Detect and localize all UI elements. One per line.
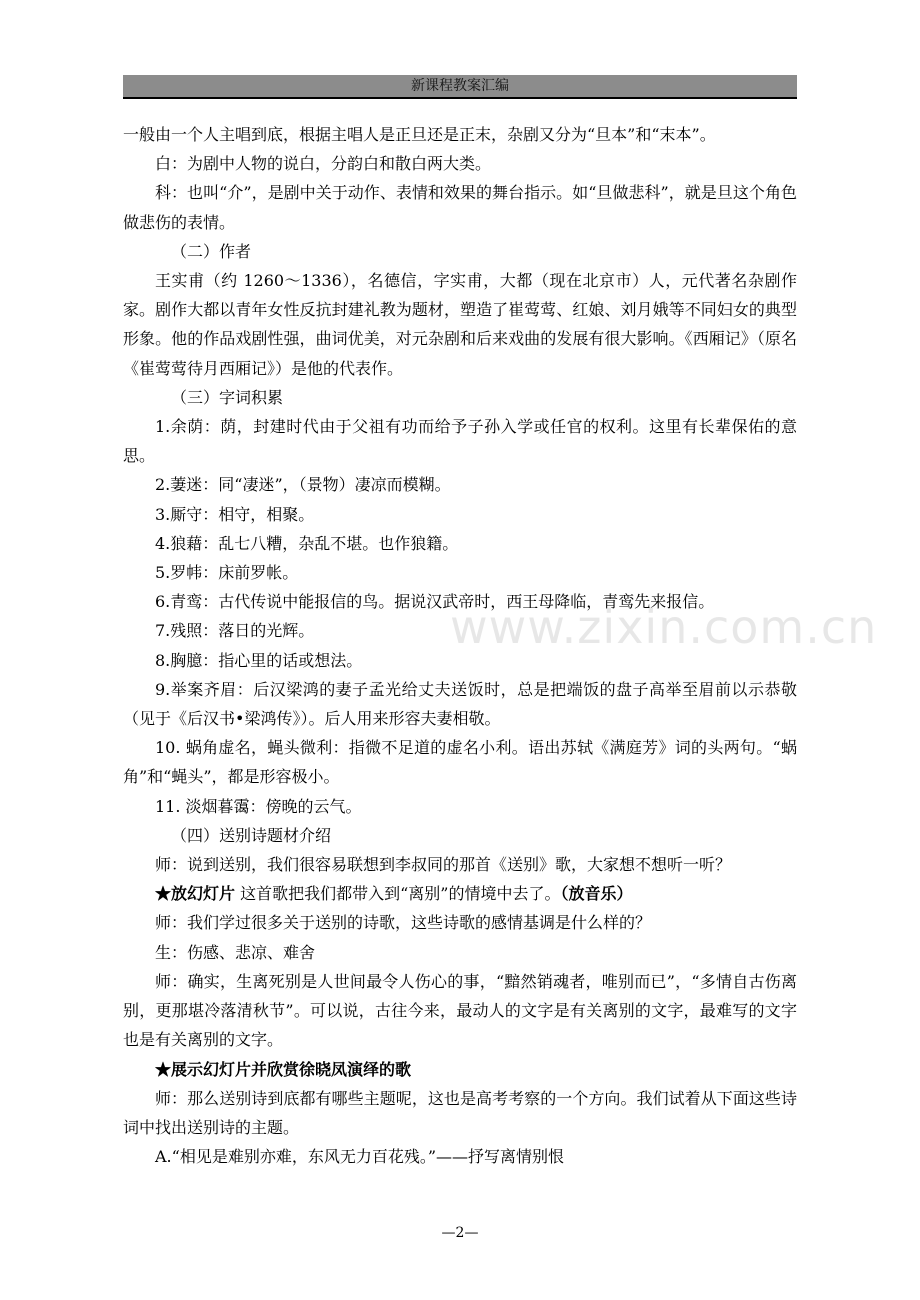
vocab-item: 5.罗帏：床前罗帐。 (155, 563, 299, 583)
paragraph: A.“相见是难别亦难，东风无力百花残。”——抒写离情别恨 (155, 1147, 565, 1167)
slide-label: ★放幻灯片 (155, 884, 236, 904)
paragraph: 师：那么送别诗到底都有哪些主题呢，这也是高考考察的一个方向。我们试着从下面这些诗词中找出送别诗的主题。 (123, 1088, 797, 1137)
vocab-item: 3.厮守：相守，相聚。 (155, 504, 315, 524)
vocab-item: 2.萋迷：同“凄迷”，（景物）凄凉而模糊。 (155, 475, 451, 495)
section-heading: （二）作者 (171, 241, 252, 261)
paragraph: 师：说到送别，我们很容易联想到李叔同的那首《送别》歌，大家想不想听一听？ (155, 855, 732, 875)
paragraph: 师：确实，生离死别是人世间最令人伤心的事，“黯然销魂者，唯别而已”，“多情自古伤离别，更那堪冷落清秋节”。可以说，古往今来，最动人的文字是有关离别的文字，最难写的文字也是有关离别的文字。 (123, 971, 797, 1050)
paragraph: 一般由一个人主唱到底，根据主唱人是正旦还是正末，杂剧又分为“旦本”和“末本”。 (123, 125, 716, 144)
paragraph: 王实甫（约 1260～1336），名德信，字实甫，大都（现在北京市）人，元代著名杂剧作家。剧作大都以青年女性反抗封建礼教为题材，塑造了崔莺莺、红娘、刘月娥等不同妇女的典型形象。他的作品戏剧性强，曲词优美，对元杂剧和后来戏曲的发展有很大影响。《西厢记》（原名《崔莺莺待月西厢记》）是他的代表作。 (123, 271, 797, 378)
section-heading: （四）送别诗题材介绍 (171, 825, 332, 845)
paragraph: 科：也叫“介”，是剧中关于动作、表情和效果的舞台指示。如“旦做悲科”，就是旦这个角色做悲伤的表情。 (123, 183, 797, 232)
slide-instruction: ★展示幻灯片并欣赏徐晓凤演绎的歌 (155, 1059, 412, 1079)
vocab-item: 4.狼藉：乱七八糟，杂乱不堪。也作狼籍。 (155, 533, 459, 553)
slide-text: 这首歌把我们都带入到“离别”的情境中去了。 (235, 884, 561, 904)
paragraph: 生：伤感、悲凉、难舍 (155, 942, 316, 962)
slide-tail: （放音乐） (560, 884, 633, 904)
vocab-item: 10. 蜗角虚名，蝇头微利：指微不足道的虚名小利。语出苏轼《满庭芳》词的头两句。“蜗角”和“蝇头”，都是形容极小。 (123, 738, 797, 787)
vocab-item: 6.青鸾：古代传说中能报信的鸟。据说汉武帝时，西王母降临，青鸾先来报信。 (155, 592, 715, 612)
paragraph: 白：为剧中人物的说白，分韵白和散白两大类。 (155, 154, 492, 174)
slide-instruction (123, 879, 797, 908)
header-title: 新课程教案汇编 (411, 78, 509, 94)
watermark: www.zixin.com.cn (450, 600, 878, 654)
paragraph: 师：我们学过很多关于送别的诗歌，这些诗歌的感情基调是什么样的？ (155, 913, 652, 933)
page-number: —2— (441, 1225, 479, 1241)
vocab-item: 9.举案齐眉：后汉梁鸿的妻子孟光给丈夫送饭时，总是把端饭的盘子高举至眉前以示恭敬（见于《后汉书•梁鸿传》）。后人用来形容夫妻相敬。 (123, 679, 797, 729)
section-heading: （三）字词积累 (171, 387, 284, 407)
page-header (123, 75, 797, 99)
vocab-item: 11. 淡烟暮霭：傍晚的云气。 (155, 796, 362, 816)
document-body (123, 120, 797, 1171)
vocab-item: 8.胸臆：指心里的话或想法。 (155, 650, 363, 670)
vocab-item: 7.残照：落日的光辉。 (155, 621, 315, 641)
vocab-item: 1.余荫：荫，封建时代由于父祖有功而给予子孙入学或任官的权利。这里有长辈保佑的意思。 (123, 417, 797, 466)
